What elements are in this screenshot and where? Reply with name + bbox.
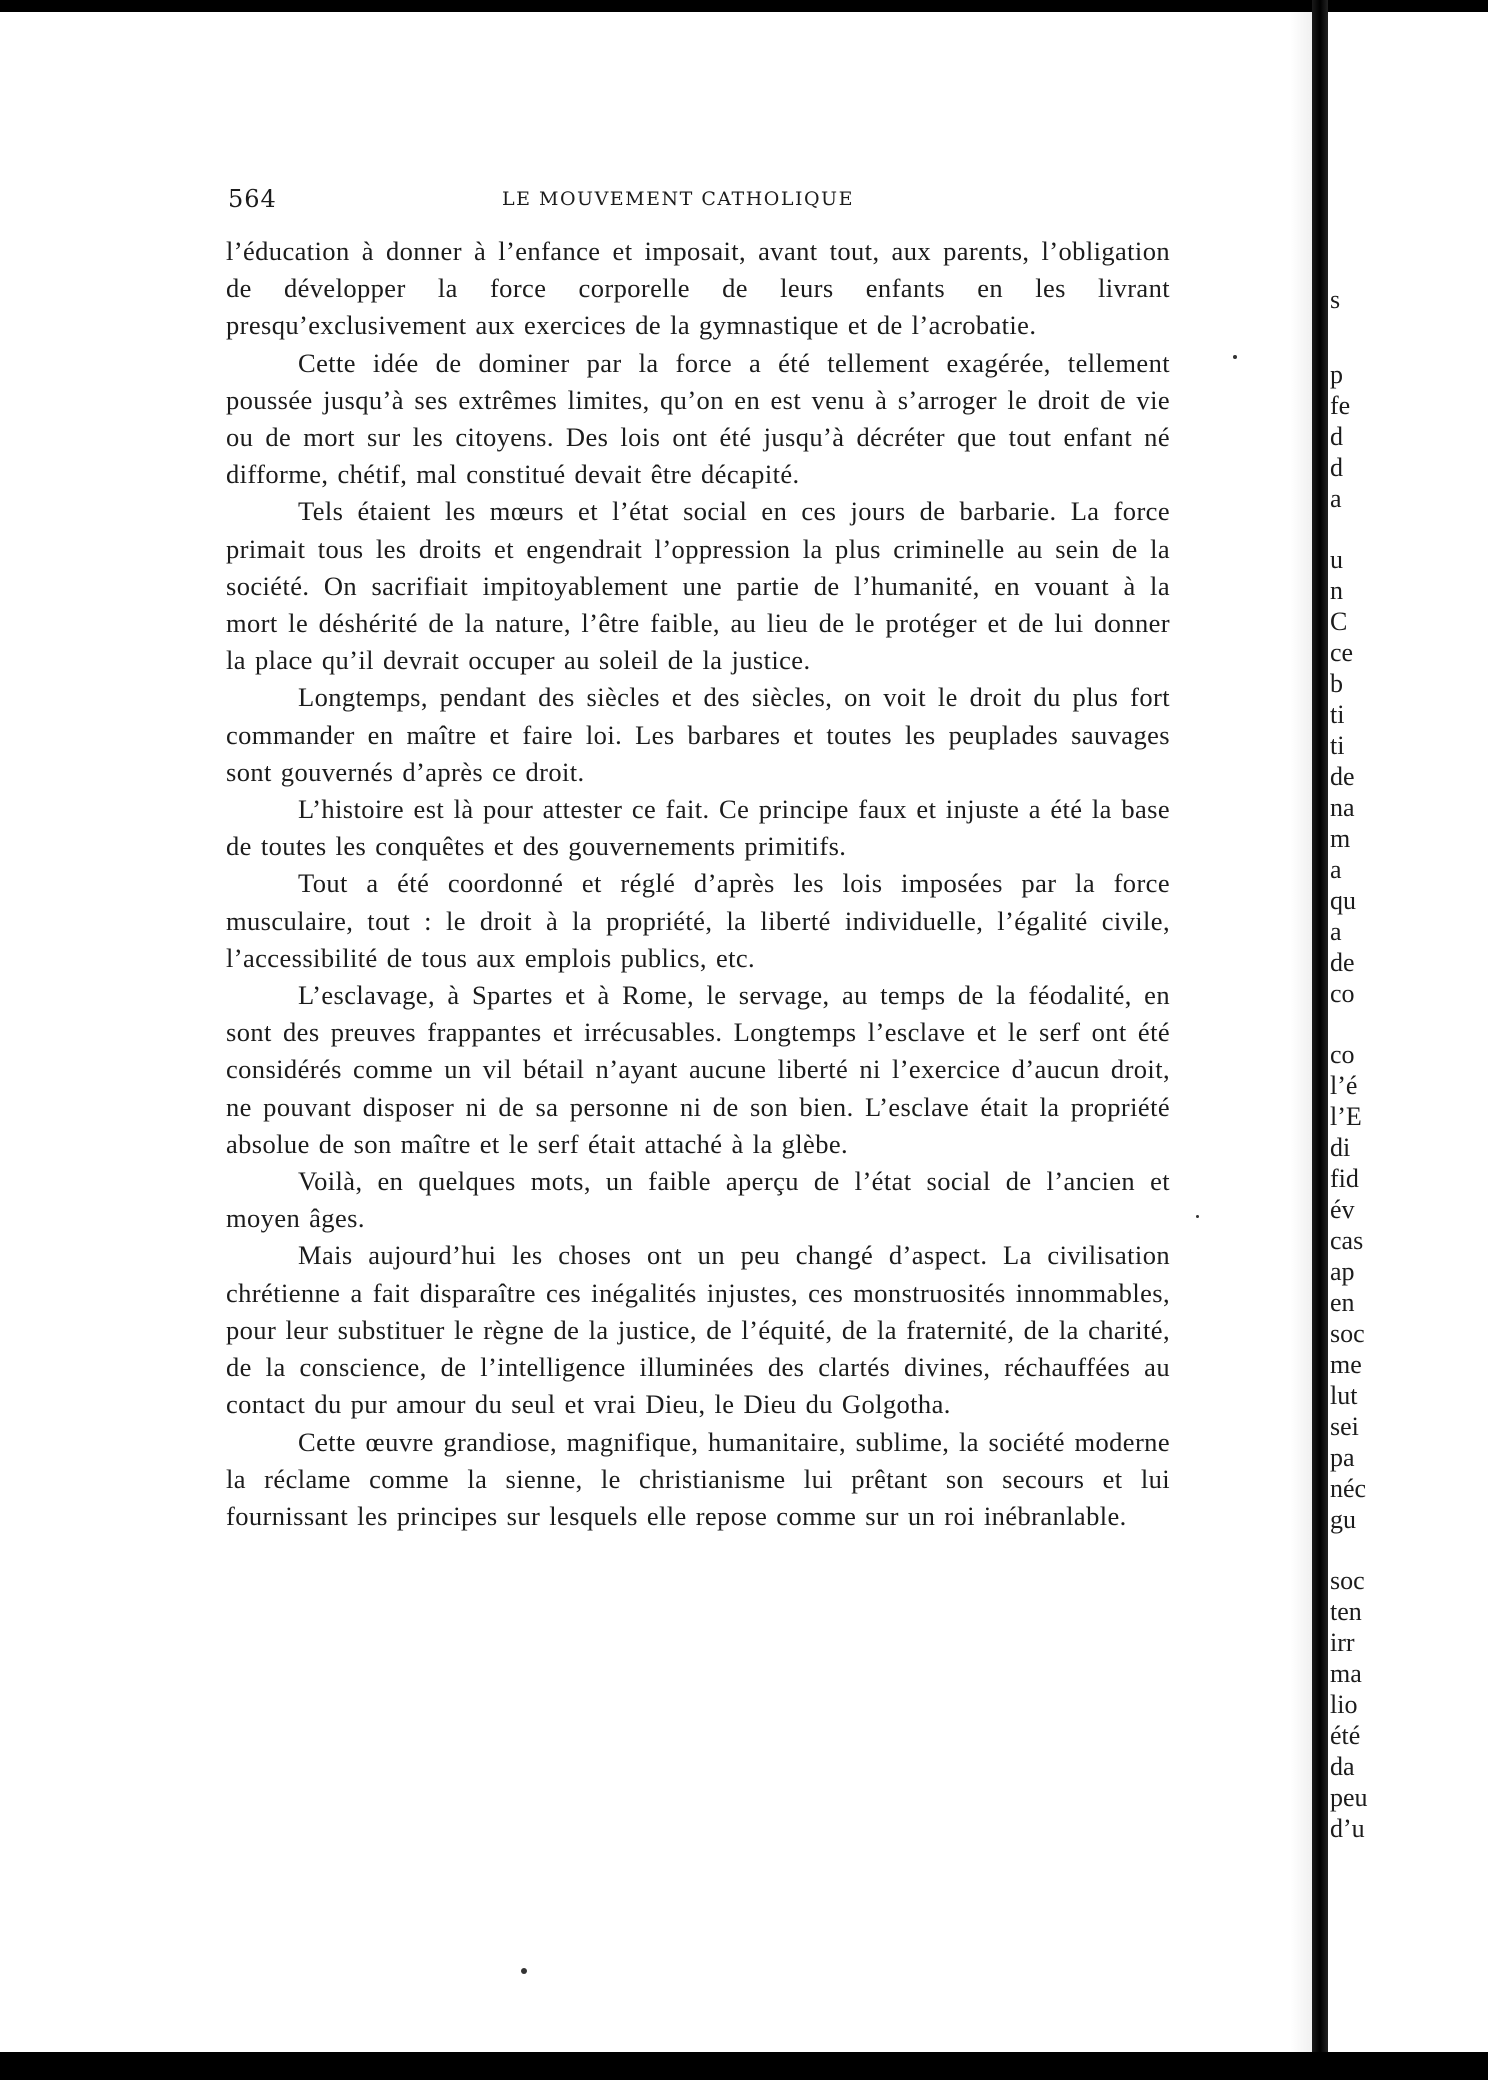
right-page-fragment: co <box>1330 979 1355 1008</box>
right-page-fragment: lut <box>1330 1381 1358 1410</box>
page-number: 564 <box>228 185 277 213</box>
right-page-fragment: l’é <box>1330 1071 1358 1100</box>
right-page-fragment: co <box>1330 1040 1355 1069</box>
right-page-fragment: sei <box>1330 1412 1359 1441</box>
paragraph-10: Cette œuvre grandiose, magnifique, humanitaire, sublime, la société moderne la réclame comme la sienne, le christianisme lui prêtant son secours et lui fournissant les principes sur lesquels elle repose comme sur un roi inébranlable. <box>226 1426 1170 1531</box>
right-page-fragment: u <box>1330 545 1343 574</box>
gutter-shadow <box>1290 0 1312 2080</box>
right-page-fragment: a <box>1330 917 1342 946</box>
right-page-fragment: s <box>1330 285 1341 314</box>
right-page-fragment: irr <box>1330 1628 1355 1657</box>
right-page-fragment: di <box>1330 1133 1351 1162</box>
paragraph-7: L’esclavage, à Spartes et à Rome, le servage, au temps de la féodalité, en sont des preuves frappantes et irrécusables. Longtemps l’esclave et le serf ont été considérés comme un vil bétail n’ayant aucune liberté ni l’exercice d’aucun droit, ne pouvant disposer ni de sa personne ni de son bien. L’esclave était la propriété absolue de son maître et le serf était attaché à la glèbe. <box>226 980 1170 1159</box>
running-head <box>226 185 1170 219</box>
right-page-fragment: été <box>1330 1721 1361 1750</box>
right-page-fragment: en <box>1330 1288 1355 1317</box>
right-page-fragment: a <box>1330 484 1342 513</box>
right-page-fragment: ce <box>1330 638 1354 667</box>
right-page-fragment: b <box>1330 669 1343 698</box>
right-page-fragment: d <box>1330 422 1343 451</box>
right-page-fragment: a <box>1330 855 1342 884</box>
right-page-fragment: lio <box>1330 1690 1358 1719</box>
body-text <box>226 233 1170 1535</box>
right-page-fragment: de <box>1330 948 1355 977</box>
right-page-fragment: év <box>1330 1195 1355 1224</box>
right-page-fragment: néc <box>1330 1474 1367 1503</box>
right-page-fragment: me <box>1330 1350 1362 1379</box>
dust-speck <box>1196 1215 1199 1218</box>
right-page-fragment: ten <box>1330 1597 1362 1626</box>
paragraph-5: L’histoire est là pour attester ce fait. Ce principe faux et injuste a été la base de toutes les conquêtes et des gouvernements primitifs. <box>226 794 1170 862</box>
right-page-fragment: C <box>1330 607 1348 636</box>
paragraph-2: Cette idée de dominer par la force a été tellement exagérée, tellement poussée jusqu’à ses extrêmes limites, qu’on en est venu à s’arroger le droit de vie ou de mort sur les citoyens. Des lois ont été jusqu’à décréter que tout enfant né difforme, chétif, mal constitué devait être décapité. <box>226 347 1170 490</box>
paragraph-8: Voilà, en quelques mots, un faible aperçu de l’état social de l’ancien et moyen âges. <box>226 1166 1170 1234</box>
right-page-fragment: n <box>1330 576 1343 605</box>
right-page-fragment: ti <box>1330 731 1345 760</box>
right-page <box>1328 0 1488 2080</box>
right-page-fragment: soc <box>1330 1566 1365 1595</box>
right-page-fragment: ti <box>1330 700 1345 729</box>
dust-speck <box>521 1968 527 1974</box>
right-page-fragment: na <box>1330 793 1355 822</box>
right-page-fragment: l’E <box>1330 1102 1362 1131</box>
right-page-fragment: m <box>1330 824 1351 853</box>
right-page-fragment: ma <box>1330 1659 1362 1688</box>
right-page-fragment: fid <box>1330 1164 1359 1193</box>
right-page-fragment: fe <box>1330 391 1351 420</box>
right-page-fragment: cas <box>1330 1226 1364 1255</box>
right-page-fragment: ap <box>1330 1257 1355 1286</box>
paragraph-1: l’éducation à donner à l’enfance et imposait, avant tout, aux parents, l’obligation de développer la force corporelle de leurs enfants en les livrant presqu’exclusivement aux exercices de la gymnastique et de l’acrobatie. <box>226 236 1170 341</box>
scan-edge-top <box>0 0 1488 12</box>
right-page-fragment: pa <box>1330 1443 1355 1472</box>
right-page-fragment: soc <box>1330 1319 1365 1348</box>
right-page-fragment: p <box>1330 360 1343 389</box>
scan-edge-bottom <box>0 2052 1488 2080</box>
dust-speck <box>1233 355 1237 359</box>
paragraph-3: Tels étaient les mœurs et l’état social en ces jours de barbarie. La force primait tous les droits et engendrait l’oppression la plus criminelle au sein de la société. On sacrifiait impitoyablement une partie de l’humanité, en vouant à la mort le déshérité de la nature, l’être faible, au lieu de le protéger et de lui donner la place qu’il devrait occuper au soleil de la justice. <box>226 496 1170 676</box>
right-page-fragment: da <box>1330 1752 1355 1781</box>
right-page-fragment: de <box>1330 762 1355 791</box>
right-page-fragment: qu <box>1330 886 1356 915</box>
paragraph-9: Mais aujourd’hui les choses ont un peu changé d’aspect. La civilisation chrétienne a fait disparaître ces inégalités injustes, ces monstruosités innommables, pour leur substituer le règne de la justice, de l’équité, de la fraternité, de la charité, de la conscience, de l’intelligence illuminées des clartés divines, réchauffées au contact du pur amour du seul et vrai Dieu, le Dieu du Golgotha. <box>226 1240 1170 1420</box>
right-page-fragment: d <box>1330 453 1343 482</box>
right-page-fragment: gu <box>1330 1505 1356 1534</box>
left-page <box>226 185 1170 1535</box>
book-gutter <box>1312 0 1328 2080</box>
paragraph-6: Tout a été coordonné et réglé d’après les lois imposées par la force musculaire, tout : le droit à la propriété, la liberté individuelle, l’égalité civile, l’accessibilité de tous aux emplois publics, etc. <box>226 868 1170 973</box>
right-page-fragment: peu <box>1330 1783 1368 1812</box>
running-title: LE MOUVEMENT CATHOLIQUE <box>502 188 854 210</box>
right-page-fragment: d’u <box>1330 1814 1365 1843</box>
paragraph-4: Longtemps, pendant des siècles et des siècles, on voit le droit du plus fort commander en maître et faire loi. Les barbares et toutes les peuplades sauvages sont gouvernés d’après ce droit. <box>226 682 1170 787</box>
